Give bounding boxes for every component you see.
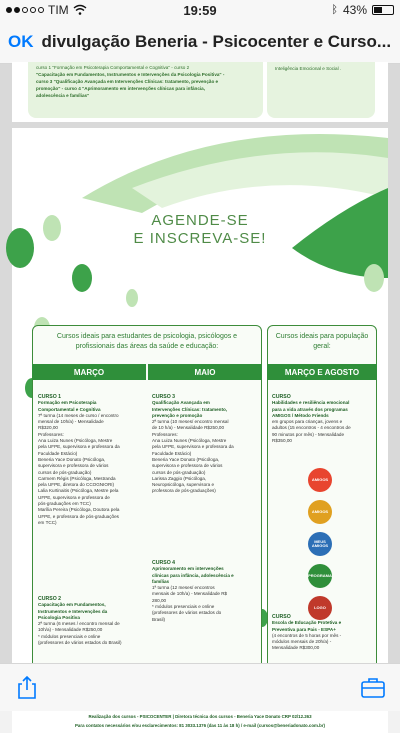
- course-detail-line: Ana Luiza Nunes (Psicóloga, Mestre: [152, 438, 227, 444]
- course-detail-line: 7ª turma (14 meses de curso / encontro: [38, 412, 119, 418]
- course-detail-line: de 10 h/a) - Mensalidade R$250,00: [152, 425, 225, 431]
- nav-bar: [0, 20, 400, 64]
- course-detail-line: Neuropsicóloga, supervisora e: [152, 482, 215, 488]
- course-detail-line: mensais de 10h/a) - Mensalidade R$: [152, 591, 228, 597]
- course-title-line: Preventiva para Pais - ESPA+: [272, 626, 336, 632]
- course-detail-line: em grupos para crianças, jovens e: [272, 419, 343, 425]
- course-detail-line: UFPE, supervisora e professora de: [38, 494, 110, 500]
- course-number: CURSO 4: [152, 560, 176, 566]
- course-detail-line: Faculdade Estácio): [38, 450, 78, 456]
- course-title-line: Capacitação em Fundamentos,: [38, 602, 106, 608]
- heading-line1: AGENDE-SE: [151, 212, 249, 229]
- course-detail-line: Lalia Kurtinaitis (Psicóloga, Mestre pela: [38, 488, 119, 494]
- course-title-line: Instrumentos e Intervenções da: [38, 608, 108, 614]
- course-detail-line: pela UFPE, diretora do CCOGNIORI): [38, 482, 115, 488]
- course-detail-line: Brasil): [152, 616, 166, 622]
- bluetooth-icon: ᛒ: [331, 4, 338, 16]
- course-title-line: Escola de Educação Protetiva e: [272, 620, 342, 626]
- course-title-line: AMIGOS / Método Friends: [272, 412, 329, 418]
- amigos-kids-logo: [308, 500, 332, 524]
- course-detail-line: Faculdade Estácio): [152, 450, 192, 456]
- status-bar: [0, 0, 400, 20]
- course-detail-line: (professores de vários estados do Brasil): [38, 640, 122, 646]
- course-title-line: para a vida através dos programas: [272, 406, 348, 412]
- toolbox-icon[interactable]: [360, 674, 386, 700]
- logo-text: PROGRAMA: [308, 572, 332, 578]
- course-detail-line: em TCC): [38, 519, 57, 525]
- course-title-line: Aprimoramento em intervenções: [152, 566, 224, 572]
- course-detail-line: pela UFPE, supervisora e professora da: [152, 444, 234, 450]
- course-detail-line: supervisora e professora de vários: [38, 463, 109, 469]
- course-r1: [272, 394, 376, 444]
- prev-courses-box: [28, 62, 263, 118]
- flyer-page: [12, 128, 388, 733]
- general-courses-heading: Cursos ideais para população geral:: [275, 333, 369, 350]
- course-detail-line: 2ª turma (6 meses / encontro mensal de: [38, 621, 120, 627]
- course-number: CURSO: [272, 394, 291, 400]
- programa-logo: [308, 564, 332, 588]
- battery-icon: [372, 5, 394, 15]
- course-detail-line: Carmem Régis (Psicóloga, Mestranda: [38, 475, 116, 481]
- course-number: CURSO 1: [38, 394, 62, 400]
- course-detail-line: Beneria Yace Donato (Psicóloga,: [38, 456, 106, 462]
- course-detail-line: 90 minutos por mês) - Mensalidade: [272, 431, 345, 437]
- amigos-logo: [308, 468, 332, 492]
- course-title-line: Intervenções Clínicas: tratamento,: [152, 406, 228, 412]
- tree-logo: [308, 596, 332, 620]
- signal-icon: [6, 7, 44, 13]
- status-time: 19:59: [183, 2, 217, 18]
- course-title-line: Habilidades e resiliência emocional: [272, 400, 350, 406]
- battery-percent: 43%: [342, 3, 367, 17]
- done-button[interactable]: OK: [8, 31, 34, 51]
- course-title-line: Psicologia Positiva: [38, 614, 80, 620]
- course-detail-line: (4 encontros de 5 horas por mês -: [272, 632, 342, 638]
- carrier-name: TIM: [48, 3, 69, 17]
- footer-line1: Realização dos cursos - PSICOCENTER | Diretora técnica dos cursos - Beneria Yace Donato CRP 02/12.263: [88, 714, 312, 719]
- course-title-line: clínicas para infância, adolescência e: [152, 572, 234, 578]
- prev-right-box: [267, 62, 375, 118]
- wifi-icon: [73, 5, 87, 15]
- course-detail-line: UFPE, e professora de pós-graduações: [38, 513, 119, 519]
- heading-line2: E INSCREVA-SE!: [133, 230, 267, 247]
- course-detail-line: Professores:: [152, 431, 178, 437]
- band-marco-agosto: MARÇO E AGOSTO: [267, 364, 377, 380]
- course-detail-line: Beneria Yace Donato (Psicóloga,: [152, 456, 220, 462]
- course-r2: [272, 614, 376, 652]
- band-marco: MARÇO: [32, 364, 146, 380]
- document-title: divulgação Beneria - Psicocenter e Curso...: [41, 31, 392, 51]
- course-detail-line: R$350,00: [272, 438, 292, 444]
- course-detail-line: cursos de pós-graduação): [38, 469, 92, 475]
- logo-text: AMIGOS: [311, 508, 329, 514]
- course-detail-line: módulos mensais de 20h/a) -: [272, 639, 332, 645]
- prev-right-text: Inteligência Emocional e Social .: [275, 66, 342, 71]
- course-1: [38, 394, 148, 526]
- prev-line: promoção" - curso 4 "Aprimoramento em intervenções clínicas para infância,: [36, 86, 206, 91]
- course-detail-line: Marília Pereira (Psicóloga, Doutora pela: [38, 507, 120, 513]
- bottom-toolbar: [0, 663, 400, 711]
- course-detail-line: 1ª turma (12 meses/ encontros: [152, 585, 215, 591]
- course-detail-line: (professores de vários estados do: [152, 610, 222, 616]
- course-detail-line: 10h/a) - Mensalidade R$250,00: [38, 627, 103, 633]
- meus-amigos-logo: [308, 532, 332, 556]
- course-title-line: prevenção e promoção: [152, 412, 203, 418]
- prev-line: curso 3 "Qualificação Avançada em Intervenções Clínicas: tratamento, prevenção e: [36, 79, 219, 84]
- flyer-heading: [12, 212, 388, 248]
- course-detail-line: professora de pós-graduações): [152, 488, 216, 494]
- course-2: [38, 596, 148, 646]
- prev-line: adolescência e famílias": [36, 93, 90, 98]
- course-detail-line: 280,00: [152, 597, 167, 603]
- course-detail-line: * módulos presenciais e online: [152, 604, 215, 610]
- course-detail-line: pela UFPE, supervisora e professora da: [38, 444, 120, 450]
- logo-text: MEUS AMIGOS: [311, 538, 329, 548]
- course-title-line: Comportamental e Cognitiva: [38, 406, 101, 412]
- course-number: CURSO 3: [152, 394, 176, 400]
- course-detail-line: Professores:: [38, 431, 64, 437]
- course-4: [152, 560, 262, 623]
- course-detail-line: R$320,00: [38, 425, 58, 431]
- course-title-line: famílias: [152, 578, 170, 584]
- footer-line2: Para contatos necessários e/ou esclarecimentos: 81 3033.1376 (das 11 às 18 h) / e-mail (cursos@beneriadonato.com.br): [74, 723, 326, 728]
- course-detail-line: Mensalidade R$300,00: [272, 645, 320, 651]
- logo-text: AMIGOS: [311, 476, 329, 482]
- course-title-line: Qualificação Avançada em: [152, 400, 210, 406]
- course-detail-line: Ana Luiza Nunes (Psicóloga, Mestre: [38, 438, 113, 444]
- course-detail-line: mensal de 10h/a) - Mensalidade: [38, 419, 104, 425]
- course-detail-line: * módulos presenciais e online: [38, 633, 101, 639]
- course-detail-line: Larissa Zaggio (Psicóloga,: [152, 475, 207, 481]
- course-detail-line: 2ª turma (10 meses/ encontro mensal: [152, 419, 229, 425]
- course-number: CURSO 2: [38, 596, 62, 602]
- course-detail-line: pós-graduações em TCC): [38, 501, 91, 507]
- course-title-line: Formação em Psicoterapia: [38, 400, 97, 406]
- share-icon[interactable]: [14, 674, 40, 700]
- course-3: [152, 394, 262, 495]
- prev-line: curso 1 "Formação em Psicoterapia Comportamental e Cognitiva" - curso 2: [36, 65, 190, 70]
- course-number: CURSO: [272, 614, 291, 620]
- course-detail-line: supervisora e professora de vários: [152, 463, 223, 469]
- course-detail-line: cursos de pós-graduação): [152, 469, 206, 475]
- professional-courses-heading: Cursos ideais para estudantes de psicologia, psicólogos e profissionais das áreas da saúde e educação:: [56, 333, 238, 350]
- document-viewer[interactable]: [0, 64, 400, 728]
- course-detail-line: adultos (15 encontros - 4 encontros de: [272, 425, 351, 431]
- band-maio: MAIO: [148, 364, 262, 380]
- previous-page: [12, 62, 388, 122]
- logo-text: LOGO: [314, 604, 326, 610]
- prev-line: "Capacitação em Fundamentos, Instrumentos e Intervenções da Psicologia Positiva" -: [36, 72, 225, 77]
